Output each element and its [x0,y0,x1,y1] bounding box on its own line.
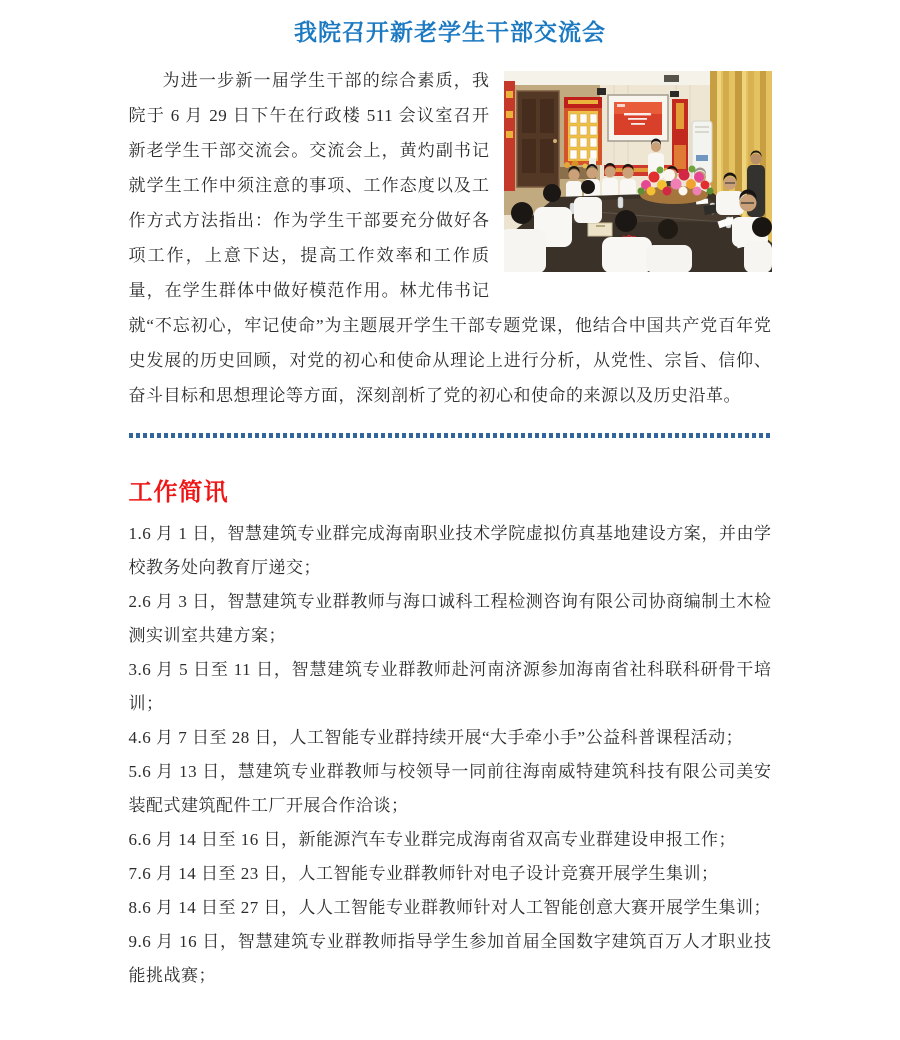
article-title: 我院召开新老学生干部交流会 [294,19,606,45]
news-item-8: 8.6 月 14 日至 27 日，人人工智能专业群教师针对人工智能创意大赛开展学生集训； [128,898,771,917]
news-item-6: 6.6 月 14 日至 16 日，新能源汽车专业群完成海南省双高专业群建设申报工作； [128,830,736,849]
dotted-divider [129,433,772,438]
article-body [129,63,772,413]
newsletter-page [129,0,772,993]
projector-screen [608,95,668,141]
news-item-1: 1.6 月 1 日，智慧建筑专业群完成海南职业技术学院虚拟仿真基地建设方案，并由学校教务处向教育厅递交； [128,524,772,577]
meeting-photo-illustration [504,71,772,272]
photo-grid-poster [564,97,602,165]
news-item-4: 4.6 月 7 日至 28 日，人工智能专业群持续开展“大手牵小手”公益科普课程活动； [128,728,744,747]
meeting-photo [504,71,772,272]
news-item-2: 2.6 月 3 日，智慧建筑专业群教师与海口诚科工程检测咨询有限公司协商编制土木检测实训室共建方案； [128,592,772,645]
news-item-7: 7.6 月 14 日至 23 日，人工智能专业群教师针对电子设计竞赛开展学生集训； [128,864,719,883]
news-item-5: 5.6 月 13 日，慧建筑专业群教师与校领导一同前往海南威特建筑科技有限公司美安装配式建筑配件工厂开展合作洽谈； [128,762,772,815]
news-list [129,517,772,993]
section-heading: 工作简讯 [128,479,229,506]
door [517,91,559,187]
news-item-9: 9.6 月 16 日，智慧建筑专业群教师指导学生参加首届全国数字建筑百万人才职业技能挑战赛； [128,932,772,985]
news-item-3: 3.6 月 5 日至 11 日，智慧建筑专业群教师赴河南济源参加海南省社科联科研骨干培训； [128,660,772,713]
article-paragraph: 为进一步新一届学生干部的综合素质，我院于 6 月 29 日下午在行政楼 511 会议室召开新老学生干部交流会。交流会上，黄灼副书记就学生工作中须注意的事项、工作态度以及工作方式方法指出：作为学生干部要充分做好各项工作，上意下达，提高工作效率和工作质量，在学生群体中做好模范作用。林尤伟书记就“不忘初心，牢记使命”为主题展开学生干部专题党课，他结合中国共产党百年党史发展的历史回顾，对党的初心和使命从理论上进行分析，从党性、宗旨、信仰、奋斗目标和思想理论等方面，深刻剖析了党的初心和使命的来源以及历史沿革。 [128,71,772,405]
red-poster [672,99,688,173]
